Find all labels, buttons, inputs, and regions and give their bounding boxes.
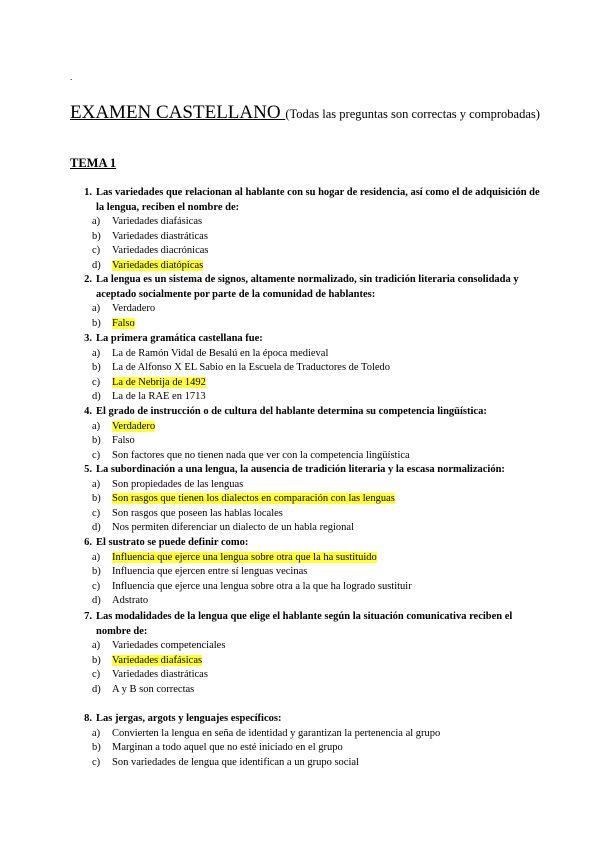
question-text: 3. La primera gramática castellana fue: — [70, 332, 540, 347]
question-text: 6. El sustrato se puede definir como: — [70, 536, 540, 551]
question-text: 7. Las modalidades de la lengua que elige el hablante según la situación comunicativa reciben el nombre de: — [70, 610, 540, 639]
highlighted-answer: Variedades diafásicas — [112, 654, 203, 666]
option-b: b) La de Alfonso X EL Sabio en la Escuela de Traductores de Toledo — [92, 362, 391, 373]
option-d: d) Variedades diatópicas — [92, 259, 204, 271]
option-c: c) Influencia que ejerce una lengua sobre otra a la que ha logrado sustituir — [92, 580, 412, 592]
option-c: c) Variedades diastráticas — [92, 669, 208, 680]
question-2 — [70, 273, 540, 331]
question-number: 6. — [84, 537, 92, 548]
option-d: d) Nos permiten diferenciar un dialecto de un habla regional — [92, 522, 354, 533]
highlighted-answer: La de Nebrija de 1492 — [112, 376, 206, 388]
option-c: c) La de Nebrija de 1492 — [92, 376, 206, 388]
highlighted-answer: Verdadero — [112, 420, 156, 432]
option-b: b) Variedades diafásicas — [92, 654, 203, 666]
question-4 — [70, 405, 540, 463]
question-number: 5. — [84, 464, 92, 475]
question-number: 3. — [84, 333, 92, 344]
highlighted-answer: Son rasgos que tienen los dialectos en comparación con las lenguas — [112, 493, 395, 504]
question-number: 8. — [84, 713, 92, 724]
question-number: 2. — [84, 274, 92, 285]
section-heading: TEMA 1 — [70, 156, 117, 170]
question-6 — [70, 536, 540, 609]
question-5 — [70, 463, 540, 536]
question-1 — [70, 186, 540, 273]
highlighted-answer: Variedades diatópicas — [112, 259, 204, 271]
question-3 — [70, 332, 540, 405]
question-text: 4. El grado de instrucción o de cultura del hablante determina su competencia lingüística: — [70, 405, 540, 420]
option-c: c) Variedades diacrónicas — [92, 245, 209, 256]
option-c: c) Son factores que no tienen nada que ver con la competencia lingüística — [92, 449, 410, 461]
page-mark: . — [70, 72, 73, 82]
option-b: b) Son rasgos que tienen los dialectos en comparación con las lenguas — [92, 493, 395, 504]
option-a: a) Convierten la lengua en seña de identidad y garantizan la pertenencia al grupo — [92, 727, 441, 739]
question-text: 5. La subordinación a una lengua, la ausencia de tradición literaria y la escasa normalización: — [70, 463, 540, 478]
question-text: 8. Las jergas, argots y lenguajes específicos: — [70, 712, 540, 727]
highlighted-answer: Falso — [112, 317, 135, 329]
title-block — [70, 104, 540, 123]
option-d: d) Adstrato — [92, 595, 149, 606]
question-7 — [70, 610, 540, 697]
page-subtitle: (Todas las preguntas son correctas y comprobadas) — [285, 107, 540, 121]
question-8 — [70, 712, 540, 770]
option-b: b) Marginan a todo aquel que no esté iniciado en el grupo — [92, 742, 343, 753]
option-b: b) Falso — [92, 317, 135, 329]
option-d: d) La de la RAE en 1713 — [92, 391, 206, 402]
option-a: a) Variedades diafásicas — [92, 216, 203, 227]
option-a: a) Variedades competenciales — [92, 640, 226, 651]
question-text: 2. La lengua es un sistema de signos, altamente normalizado, sin tradición literaria consolidada y aceptado socialmente por parte de la comunidad de hablantes: — [70, 273, 540, 302]
option-c: c) Son variedades de lengua que identifican a un grupo social — [92, 756, 359, 768]
option-b: b) Influencia que ejercen entre sí lenguas vecinas — [92, 566, 308, 577]
option-a: a) La de Ramón Vidal de Besalú en la época medieval — [92, 347, 329, 359]
option-d: d) A y B son correctas — [92, 683, 195, 695]
question-text: 1. Las variedades que relacionan al hablante con su hogar de residencia, así como el de adquisición de la lengua, reciben el nombre de: — [70, 186, 540, 215]
option-a: a) Verdadero — [92, 303, 156, 314]
question-number: 4. — [84, 406, 92, 417]
option-c: c) Son rasgos que poseen las hablas locales — [92, 507, 283, 519]
question-number: 1. — [84, 187, 92, 198]
question-number: 7. — [84, 611, 92, 622]
option-a: a) Influencia que ejerce una lengua sobre otra que la ha sustituido — [92, 551, 377, 563]
page-title: EXAMEN CASTELLANO — [70, 102, 286, 123]
highlighted-answer: Influencia que ejerce una lengua sobre otra que la ha sustituido — [112, 551, 377, 563]
option-b: b) Falso — [92, 435, 135, 446]
option-a: a) Verdadero — [92, 420, 156, 432]
option-b: b) Variedades diastráticas — [92, 230, 208, 242]
option-a: a) Son propiedades de las lenguas — [92, 478, 244, 490]
